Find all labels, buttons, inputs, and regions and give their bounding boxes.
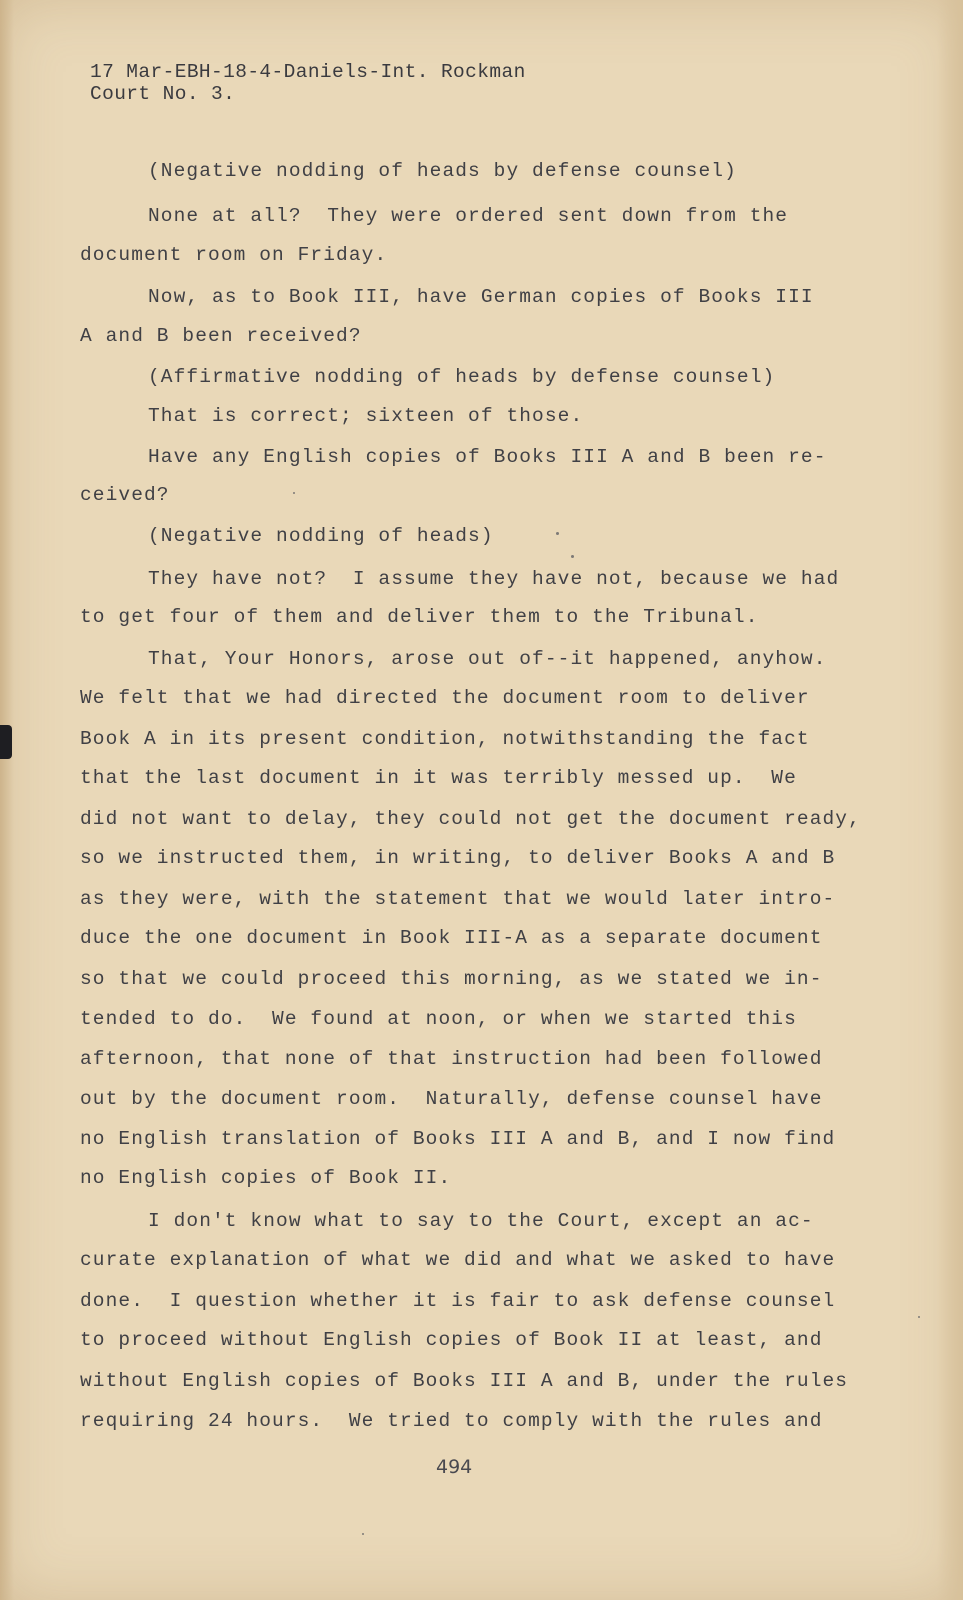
transcript-line: None at all? They were ordered sent down from the	[148, 205, 789, 227]
transcript-line: (Affirmative nodding of heads by defense counsel)	[148, 366, 776, 388]
transcript-line: out by the document room. Naturally, defense counsel have	[80, 1088, 823, 1110]
transcript-line: to proceed without English copies of Book II at least, and	[80, 1329, 823, 1351]
transcript-line: Now, as to Book III, have German copies of Books III	[148, 286, 814, 308]
transcript-line: did not want to delay, they could not get the document ready,	[80, 808, 861, 830]
paper-speck	[362, 1533, 364, 1535]
transcript-line: afternoon, that none of that instruction had been followed	[80, 1048, 823, 1070]
transcript-line: no English translation of Books III A and B, and I now find	[80, 1128, 836, 1150]
paper-speck	[293, 492, 295, 494]
transcript-line: no English copies of Book II.	[80, 1167, 452, 1189]
header-court: Court No. 3.	[90, 83, 236, 105]
paper-speck	[918, 1316, 920, 1318]
transcript-line: I don't know what to say to the Court, except an ac-	[148, 1210, 814, 1232]
transcript-line: requiring 24 hours. We tried to comply with the rules and	[80, 1410, 823, 1432]
transcript-line: duce the one document in Book III-A as a separate document	[80, 927, 823, 949]
transcript-line: without English copies of Books III A and B, under the rules	[80, 1370, 849, 1392]
transcript-line: tended to do. We found at noon, or when we started this	[80, 1008, 797, 1030]
transcript-line: that the last document in it was terribly messed up. We	[80, 767, 797, 789]
transcript-line: document room on Friday.	[80, 244, 388, 266]
transcript-line: Have any English copies of Books III A and B been re-	[148, 446, 827, 468]
transcript-line: to get four of them and deliver them to the Tribunal.	[80, 606, 759, 628]
paper-edge-right	[937, 0, 963, 1600]
transcript-line: Book A in its present condition, notwithstanding the fact	[80, 728, 810, 750]
transcript-line: as they were, with the statement that we would later intro-	[80, 888, 836, 910]
transcript-line: They have not? I assume they have not, because we had	[148, 568, 840, 590]
transcript-line: A and B been received?	[80, 325, 362, 347]
header-reference: 17 Mar-EBH-18-4-Daniels-Int. Rockman	[90, 61, 526, 83]
transcript-line: ceived?	[80, 484, 170, 506]
transcript-line: That, Your Honors, arose out of--it happened, anyhow.	[148, 648, 827, 670]
page-number: 494	[436, 1456, 473, 1478]
paper-edge-left	[0, 0, 14, 1600]
transcript-line: curate explanation of what we did and what we asked to have	[80, 1249, 836, 1271]
transcript-line: (Negative nodding of heads)	[148, 525, 494, 547]
transcript-line: so that we could proceed this morning, as we stated we in-	[80, 968, 823, 990]
paper-speck	[556, 532, 559, 535]
transcript-line: That is correct; sixteen of those.	[148, 405, 584, 427]
transcript-line: We felt that we had directed the document room to deliver	[80, 687, 810, 709]
paper-speck	[571, 555, 574, 558]
transcript-line: so we instructed them, in writing, to deliver Books A and B	[80, 847, 836, 869]
binding-mark	[0, 725, 12, 759]
transcript-line: done. I question whether it is fair to ask defense counsel	[80, 1290, 836, 1312]
transcript-line: (Negative nodding of heads by defense counsel)	[148, 160, 737, 182]
